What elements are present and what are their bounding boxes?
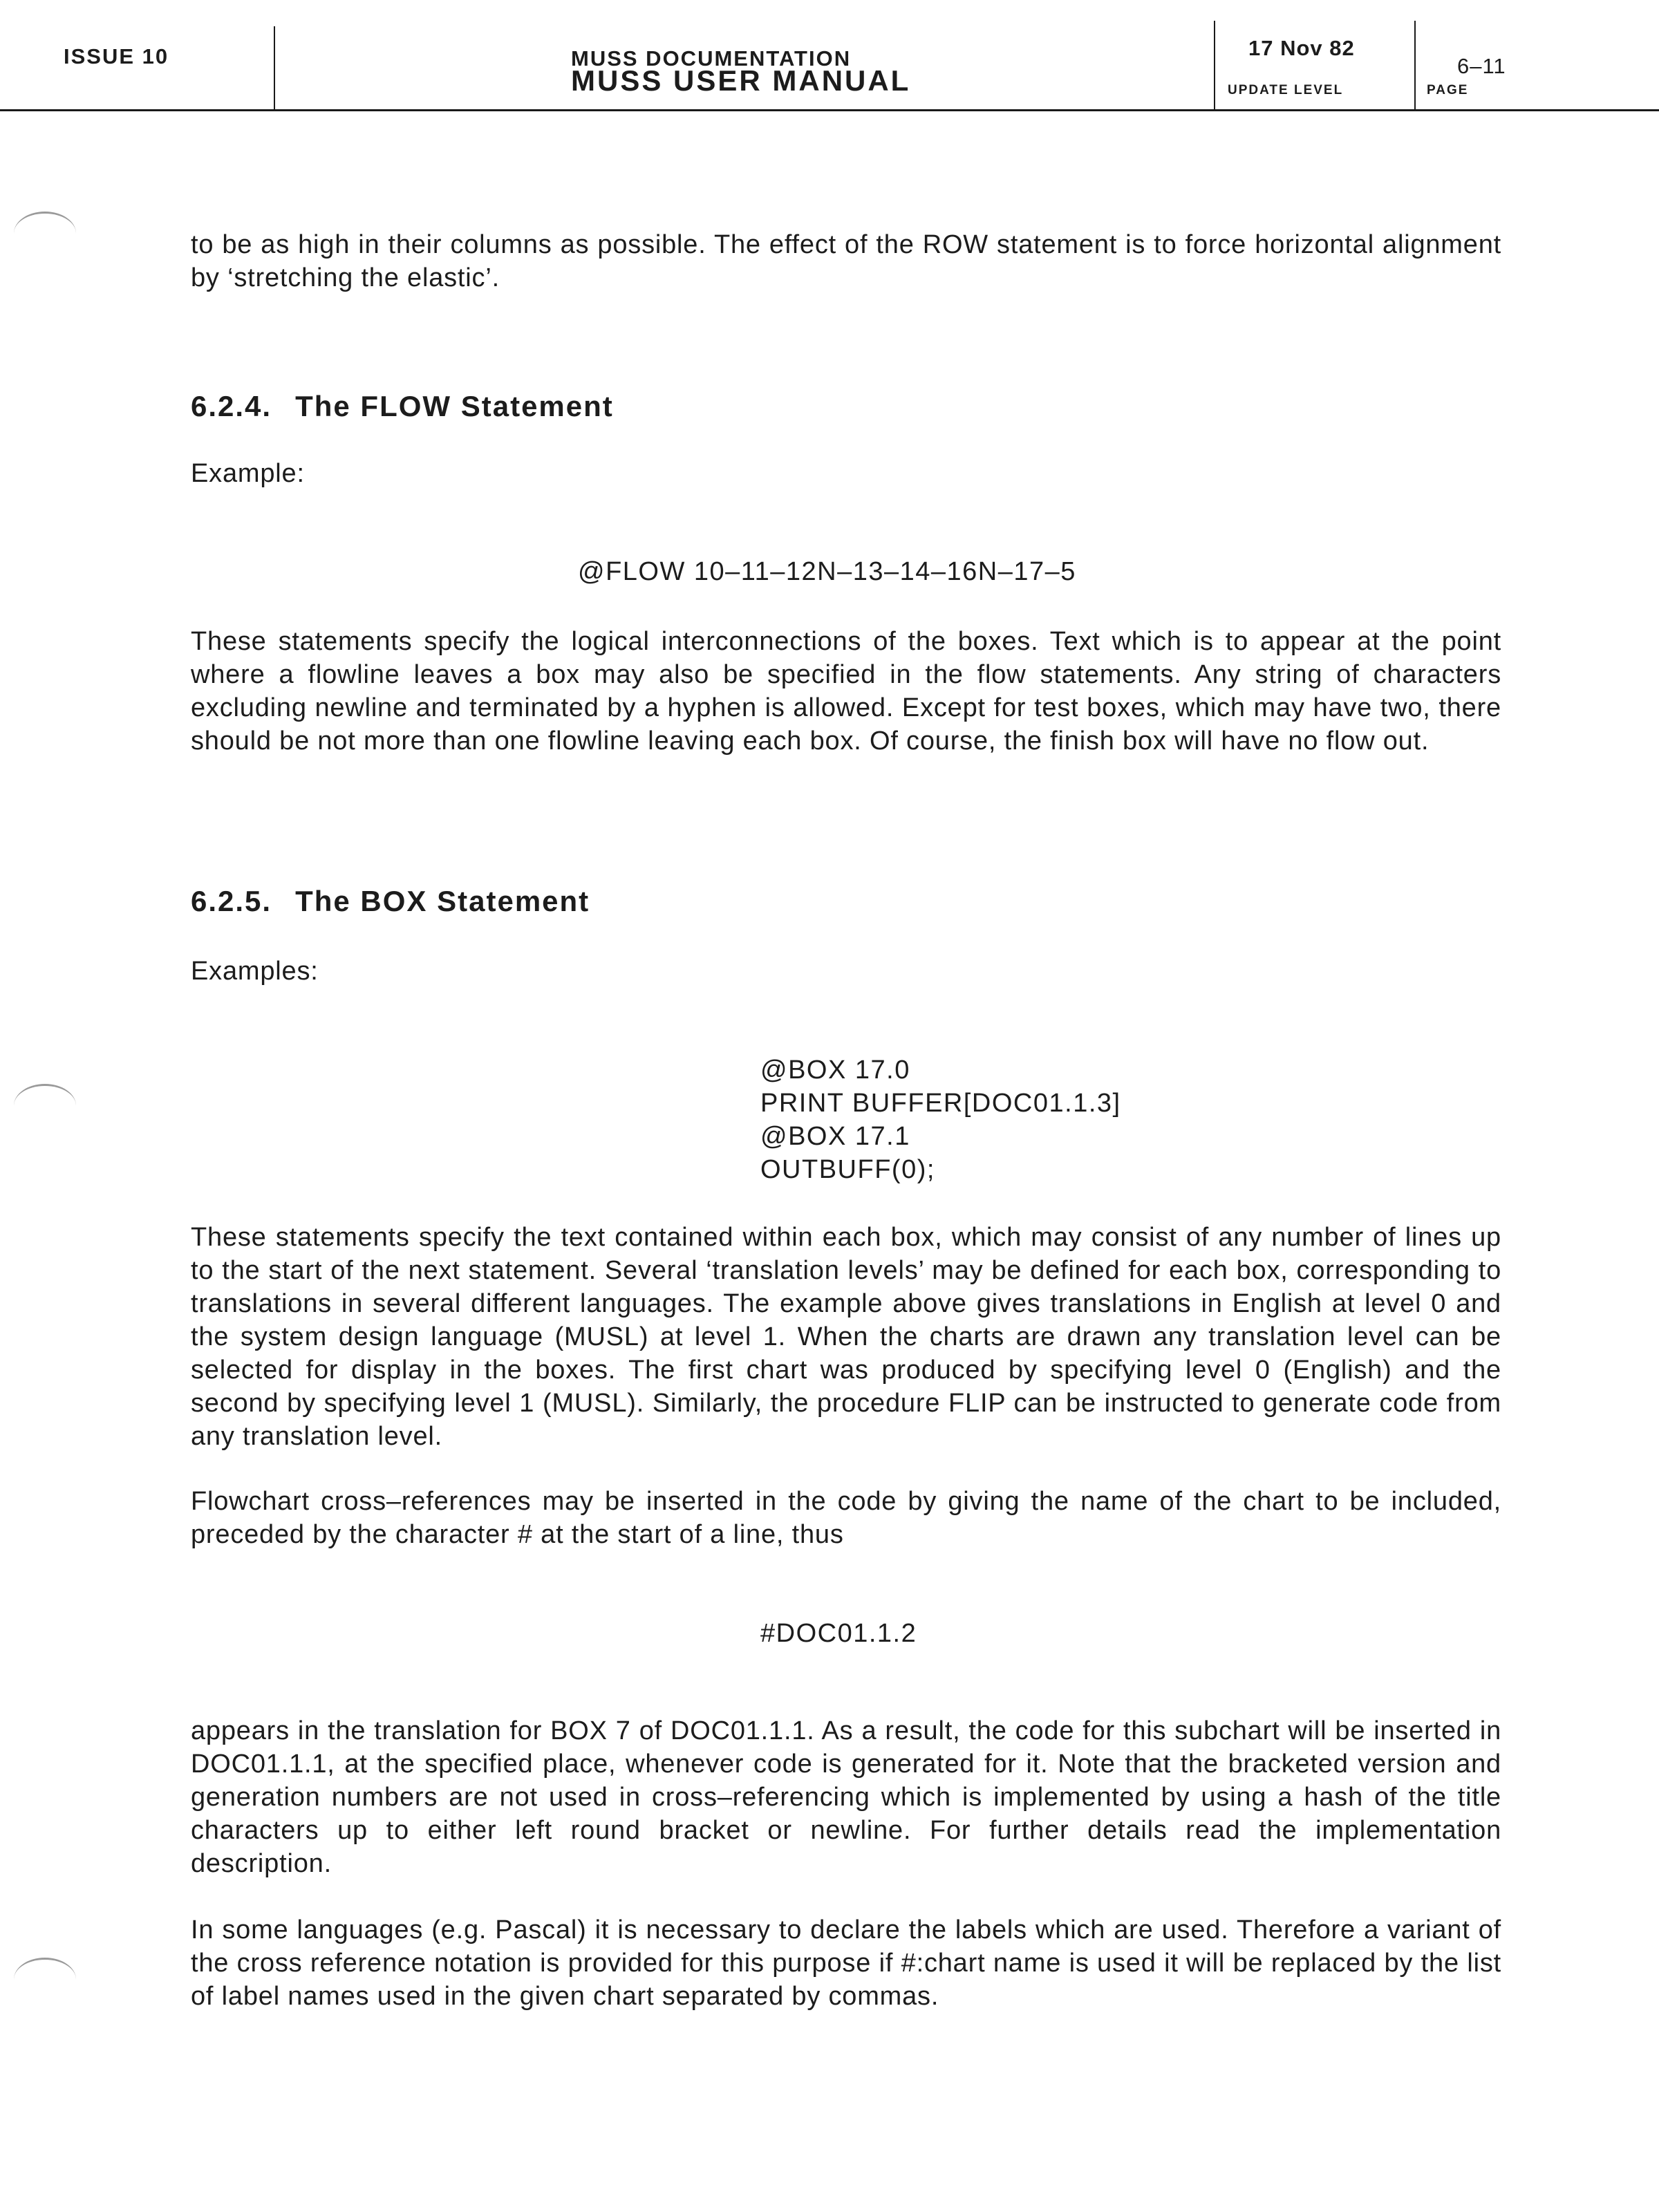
punch-hole-mark [14,1084,76,1127]
code-line: OUTBUFF(0); [760,1155,935,1184]
example-label: Example: [191,459,305,488]
cross-reference-explanation: appears in the translation for BOX 7 of DOC01.1.1. As a result, the code for this subchart will be inserted in DOC01.1.1, at the specified place, whenever code is generated for it. Note that the bracketed version and generation numbers are not used in cross–referencing which is implemented by using a hash of the title characters up to either left round bracket or newline. For further details read the implementation description. [191,1716,1501,1878]
punch-hole-mark [14,1958,76,2001]
page-label: PAGE [1427,83,1469,97]
section-heading-flow [191,390,614,423]
flow-description: These statements specify the logical interconnections of the boxes. Text which is to appear at the point where a flowline leaves a box may also be specified in the flow statements. Any string of characters excluding newline and terminated by a hyphen is allowed. Except for test boxes, which may have two, there should be not more than one flowline leaving each box. Of course, the finish box will have no flow out. [191,627,1501,756]
header-divider [1214,21,1215,109]
examples-label: Examples: [191,957,319,986]
section-heading-box [191,885,590,918]
doc-title: MUSS DOCUMENTATION [571,46,852,71]
code-line: @BOX 17.0 [760,1056,910,1085]
header-date: 17 Nov 82 [1248,36,1355,60]
update-level-label: UPDATE LEVEL [1228,83,1344,97]
code-line: PRINT BUFFER[DOC01.1.3] [760,1089,1121,1118]
section-title: The BOX Statement [295,885,590,917]
cross-reference-code: #DOC01.1.2 [760,1619,917,1648]
code-line: @BOX 17.1 [760,1122,910,1151]
header-rule [0,109,1659,111]
intro-paragraph: to be as high in their columns as possible. The effect of the ROW statement is to force horizontal alignment by ‘stretching the elastic’. [191,230,1501,292]
box-example-code [760,1053,1121,1186]
manual-title: MUSS USER MANUAL [571,64,911,97]
section-title: The FLOW Statement [295,390,614,422]
flow-example-code: @FLOW 10–11–12N–13–14–16N–17–5 [578,557,1076,586]
box-description: These statements specify the text contained within each box, which may consist of any number of lines up to the start of the next statement. Several ‘translation levels’ may be defined for each box, corresponding to translations in several different languages. The example above gives translations in English at level 0 and the system design language (MUSL) at level 1. When the charts are drawn any translation level can be selected for display in the boxes. The first chart was produced by specifying level 0 (English) and the second by specifying level 1 (MUSL). Similarly, the procedure FLIP can be instructed to generate code from any translation level. [191,1223,1501,1451]
section-number: 6.2.5. [191,885,272,917]
issue-label: ISSUE 10 [64,44,169,68]
page-number: 6–11 [1457,54,1506,78]
header-divider [1414,21,1416,109]
label-declaration-paragraph: In some languages (e.g. Pascal) it is necessary to declare the labels which are used. Therefore a variant of the cross reference notation is provided for this purpose if #:chart name is used it will be replaced by the list of label names used in the given chart separated by commas. [191,1915,1501,2011]
cross-reference-paragraph: Flowchart cross–references may be inserted in the code by giving the name of the chart to be included, preceded by the character # at the start of a line, thus [191,1487,1501,1549]
punch-hole-mark [14,212,76,255]
section-number: 6.2.4. [191,390,272,422]
header-divider [274,26,275,109]
